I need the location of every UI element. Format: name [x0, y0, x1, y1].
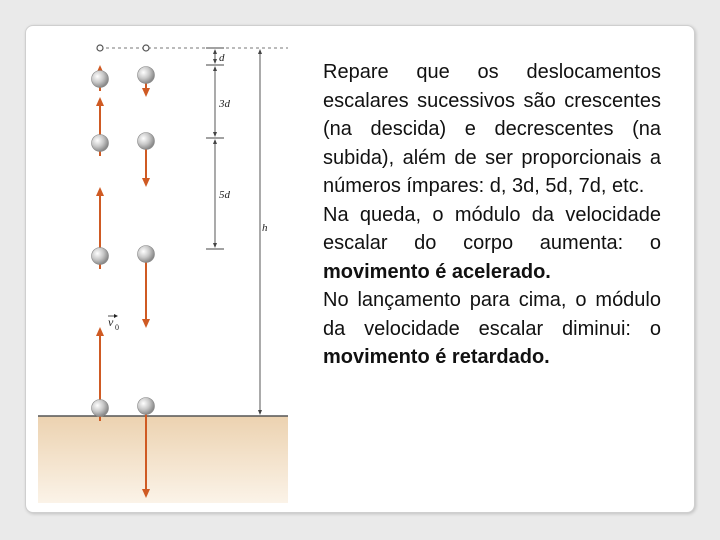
ball-icon [92, 135, 109, 152]
v0-vector-tip [114, 314, 118, 318]
slide [25, 25, 695, 513]
ball-icon [92, 400, 109, 417]
ground [38, 416, 288, 503]
paragraph-2 [323, 201, 661, 287]
v0-subscript: 0 [115, 323, 119, 332]
v0-label: v [108, 315, 114, 329]
ball-icon [138, 246, 155, 263]
free-fall-diagram [38, 41, 288, 503]
label-3d: 3d [219, 98, 230, 110]
start-point-left [97, 45, 103, 51]
ball-icon [92, 71, 109, 88]
upward-column [92, 65, 120, 421]
label-h: h [262, 222, 268, 234]
paragraph-1: Repare que os deslocamentos escalares sucessivos são crescentes (na descida) e decrescentes (na subida), além de ser proporcionais a números ímpares: d, 3d, 5d, 7d, etc. [323, 61, 661, 197]
paragraph-3 [323, 286, 661, 372]
dimension-lines [206, 48, 262, 415]
paragraph-2-text: Na queda, o módulo da velocidade escalar do corpo aumenta: o [323, 203, 661, 254]
ball-icon [138, 133, 155, 150]
paragraph-3-text: No lançamento para cima, o módulo da velocidade escalar diminui: o [323, 289, 661, 340]
explanation-text [323, 58, 661, 372]
ball-icon [92, 248, 109, 265]
start-point-right [143, 45, 149, 51]
arrow-down-icon [142, 254, 150, 328]
label-d: d [219, 52, 225, 64]
ball-icon [138, 67, 155, 84]
paragraph-3-bold: movimento é retardado. [323, 346, 550, 368]
paragraph-2-bold: movimento é acelerado. [323, 260, 551, 283]
label-5d: 5d [219, 189, 230, 201]
ball-icon [138, 398, 155, 415]
